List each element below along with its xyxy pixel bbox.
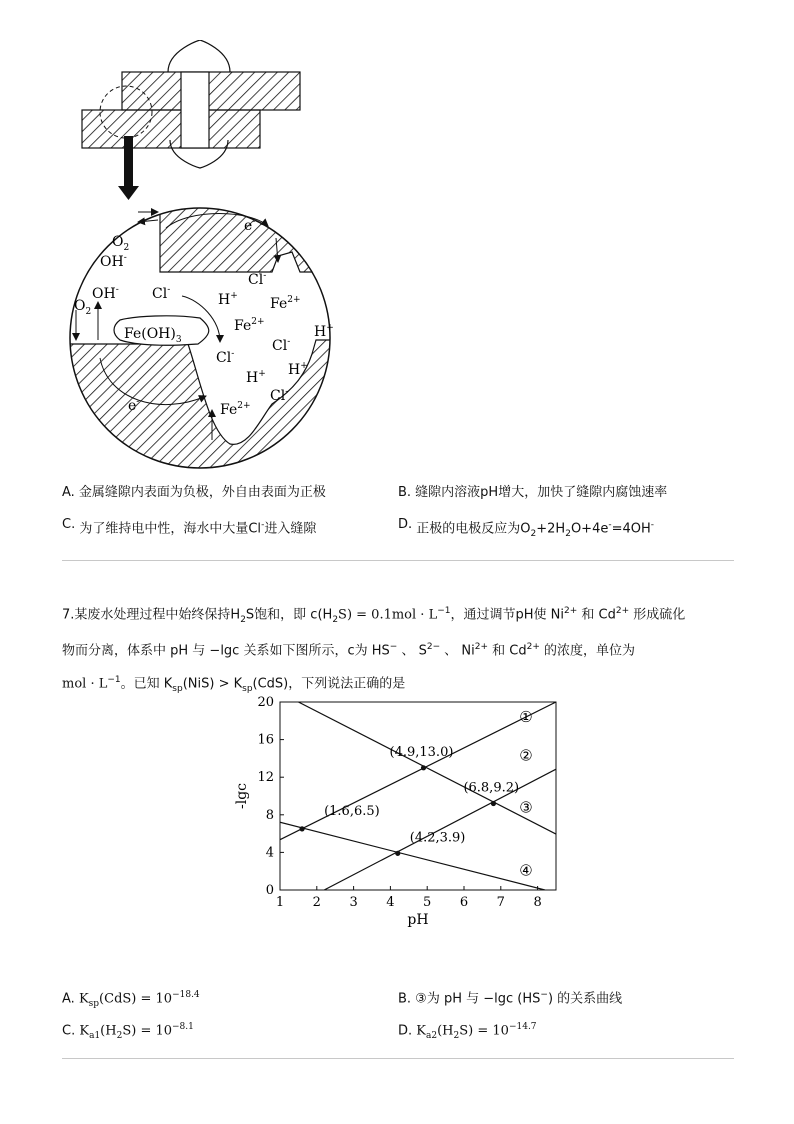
- y-tick-label: 20: [257, 695, 274, 710]
- svg-text:Cl-: Cl-: [248, 271, 267, 288]
- point-label: (4.9,13.0): [389, 744, 454, 760]
- divider: [62, 1058, 734, 1059]
- series-line-1: [280, 702, 556, 840]
- zoom-arrow-shaft: [124, 136, 133, 188]
- svg-text:O2: $O_2$: [112, 234, 130, 253]
- q6-option-a[interactable]: A. 金属缝隙内表面为负极，外自由表面为正极: [62, 485, 326, 500]
- plot-frame: [280, 702, 556, 890]
- intersection-point: [395, 851, 400, 856]
- point-label: (6.8,9.2): [463, 780, 520, 796]
- label-feoh3: $Fe(OH)_3$: [124, 326, 182, 345]
- y-tick-label: 0: [265, 883, 274, 898]
- svg-text:Fe2+: $Fe^{2+}$: [270, 295, 301, 312]
- series-label-1: ①: [519, 708, 533, 727]
- svg-text:OH-: OH-: [100, 253, 127, 270]
- series-label-3: ③: [519, 798, 533, 817]
- divider: [62, 560, 734, 561]
- label-e-bottom: e-: [128, 397, 140, 414]
- bottom-plate: [82, 110, 260, 148]
- svg-text:OH-: OH-: [92, 285, 119, 302]
- q7-option-d[interactable]: D. $K_{a2}(H_2S) = 10^{-14.7}$: [398, 1022, 537, 1041]
- svg-text:H+: H+: [314, 323, 334, 340]
- q6-option-b[interactable]: B. 缝隙内溶液pH增大，加快了缝隙内腐蚀速率: [398, 485, 668, 500]
- q7-stem-line1: 7.某废水处理过程中始终保持$H_2S$饱和，即 $c(H_2S) = 0.1mol \cdot L^{-1}$，通过调节pH使 $Ni^{2+}$ 和 $Cd^{2+}$ 形成硫化: [62, 606, 686, 625]
- svg-text:H+: H+: [218, 291, 238, 308]
- q7-stem-line3: mol · $L^{-1}$。已知 $K_{sp}(NiS) > K_{sp}(CdS)$，下列说法正确的是: [62, 675, 406, 694]
- rivet-head-top: [168, 40, 230, 72]
- svg-text:Cl-: Cl-: [272, 337, 291, 354]
- q7-stem-line2: 物而分离，体系中 pH 与 −lgc 关系如下图所示，c为 HS− 、 $S^{2-}$ 、 $Ni^{2+}$ 和 $Cd^{2+}$ 的浓度，单位为: [62, 642, 636, 659]
- top-plate: [122, 72, 300, 110]
- intersection-point: [491, 801, 496, 806]
- svg-text:H+: H+: [288, 361, 308, 378]
- x-tick-label: 8: [533, 895, 542, 910]
- series-label-2: ②: [519, 746, 533, 765]
- intersection-point: [421, 765, 426, 770]
- y-tick-label: 8: [265, 807, 274, 823]
- ph-lgc-chart: [230, 692, 570, 942]
- q7-option-a[interactable]: A. $K_{sp}(CdS) = 10^{-18.4}$: [62, 990, 200, 1009]
- y-tick-label: 16: [257, 732, 274, 748]
- point-label: (1.6,6.5): [324, 803, 380, 819]
- y-axis-label: -lgc: [234, 782, 250, 810]
- svg-text:Cl-: Cl-: [270, 387, 289, 404]
- label-e-top: e-: [244, 217, 256, 234]
- svg-text:Cl-: Cl-: [152, 285, 171, 302]
- y-tick-label: 4: [265, 845, 274, 861]
- q7-option-c[interactable]: C. $K_{a1}(H_2S) = 10^{-8.1}$: [62, 1022, 194, 1041]
- intersection-point: [299, 826, 304, 831]
- rivet-shaft: [181, 72, 209, 148]
- x-axis-label: pH: [407, 912, 429, 928]
- x-tick-label: 3: [349, 895, 358, 910]
- svg-text:Fe2+: $Fe^{2+}$: [234, 317, 265, 334]
- svg-text:O2: $O_2$: [74, 298, 92, 317]
- q7-option-b[interactable]: B. ③为 pH 与 −lgc (HS−) 的关系曲线: [398, 990, 623, 1007]
- series-label-4: ④: [519, 861, 533, 880]
- crevice-corrosion-diagram: [60, 40, 360, 470]
- y-tick-label: 12: [257, 770, 274, 786]
- q6-option-c[interactable]: C. 为了维持电中性，海水中大量Cl-进入缝隙: [62, 517, 317, 537]
- zoom-arrow-head: [118, 186, 139, 200]
- svg-text:Fe2+: $Fe^{2+}$: [220, 401, 251, 418]
- point-label: (4.2,3.9): [409, 830, 466, 846]
- x-tick-label: 5: [423, 895, 432, 910]
- svg-text:Cl-: Cl-: [216, 349, 235, 366]
- x-tick-label: 6: [459, 895, 469, 910]
- x-tick-label: 1: [275, 895, 285, 910]
- q6-option-d[interactable]: D. 正极的电极反应为$O_2+2H_2O+4e^-=4OH^-$: [398, 517, 655, 539]
- x-tick-label: 2: [312, 895, 321, 910]
- x-tick-label: 4: [386, 895, 395, 910]
- svg-text:H+: H+: [246, 369, 266, 386]
- x-tick-label: 7: [496, 895, 505, 910]
